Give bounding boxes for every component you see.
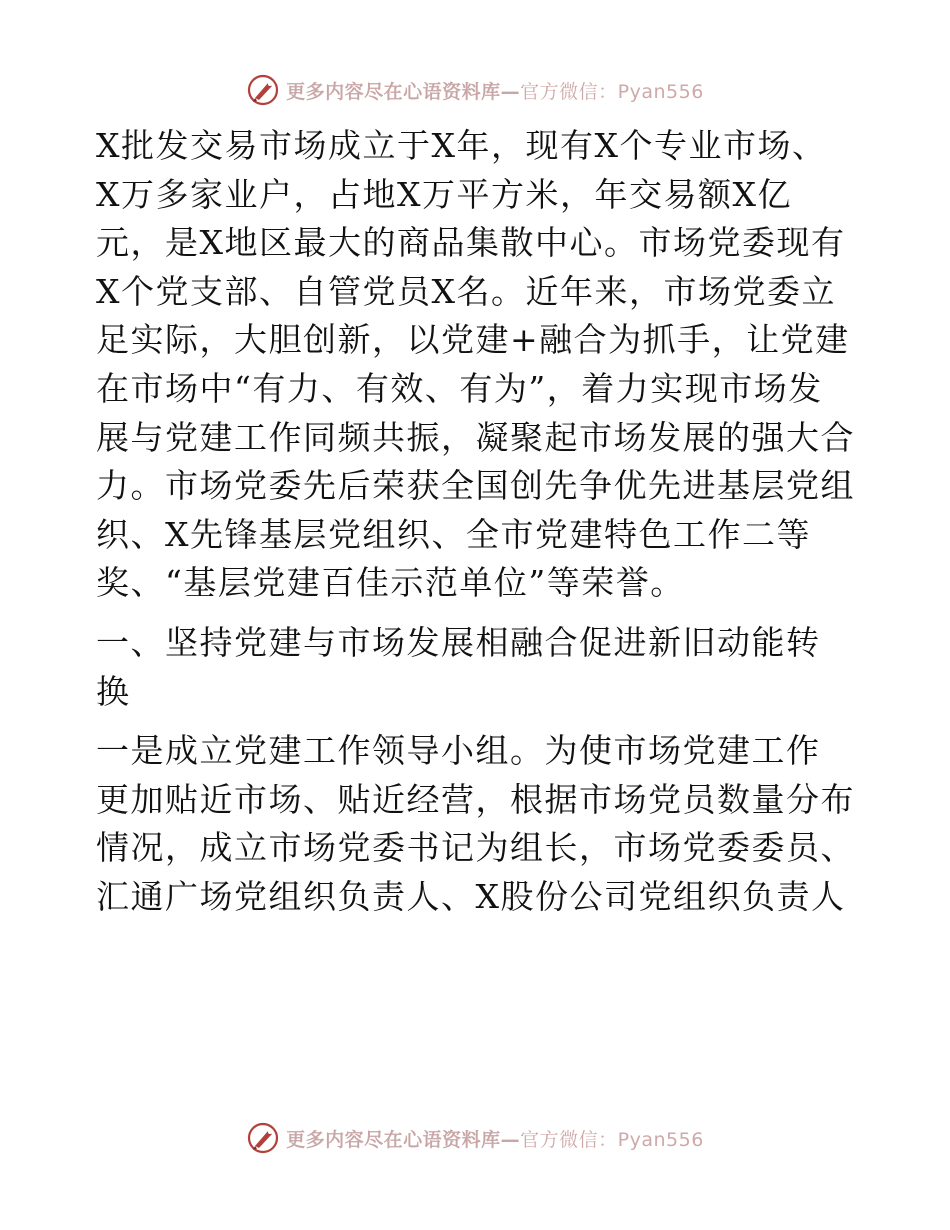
text-line: 力。市场党委先后荣获全国创先争优先进基层党组 xyxy=(96,466,855,506)
text-line: X批发交易市场成立于X年，现有X个专业市场、 xyxy=(96,126,827,165)
text-line: X万多家业户，占地X万平方米，年交易额X亿 xyxy=(96,174,792,214)
red-pen-circle-logo-icon xyxy=(246,1121,280,1155)
watermark-wechat: 官方微信：Pyan556 xyxy=(520,1128,704,1151)
text-line: X个党支部、自管党员X名。近年来，市场党委立 xyxy=(96,271,836,311)
heading-line: 换 xyxy=(96,671,131,711)
section-heading xyxy=(96,619,856,716)
text-line: 汇通广场党组织负责人、X股份公司党组织负责人 xyxy=(96,876,846,916)
text-line: 展与党建工作同频共振，凝聚起市场发展的强大合 xyxy=(96,417,855,457)
text-line: 更加贴近市场、贴近经营，根据市场党员数量分布 xyxy=(96,779,855,819)
text-line: 奖、“基层党建百佳示范单位”等荣誉。 xyxy=(96,563,685,603)
text-line: 一是成立党建工作领导小组。为使市场党建工作 xyxy=(96,731,821,771)
watermark-wechat: 官方微信：Pyan556 xyxy=(520,80,704,103)
header-watermark xyxy=(0,70,950,110)
text-line: 元，是X地区最大的商品集散中心。市场党委现有 xyxy=(96,223,846,263)
text-line: 足实际，大胆创新，以党建+融合为抓手，让党建 xyxy=(96,320,850,360)
paragraph-section1 xyxy=(96,727,856,921)
red-pen-circle-logo-icon xyxy=(246,73,280,107)
watermark-text: 更多内容尽在心语资料库—官方微信：Pyan556 xyxy=(286,1128,704,1151)
text-line: 在市场中“有力、有效、有为”，着力实现市场发 xyxy=(96,368,823,408)
watermark-text: 更多内容尽在心语资料库—官方微信：Pyan556 xyxy=(286,80,704,103)
footer-watermark xyxy=(0,1118,950,1158)
text-line: 织、X先锋基层党组织、全市党建特色工作二等 xyxy=(96,514,811,554)
heading-line: 一、坚持党建与市场发展相融合促进新旧动能转 xyxy=(96,622,821,662)
document-body xyxy=(96,122,856,922)
text-line: 情况，成立市场党委书记为组长，市场党委委员、 xyxy=(96,828,855,868)
paragraph-intro xyxy=(96,122,856,608)
